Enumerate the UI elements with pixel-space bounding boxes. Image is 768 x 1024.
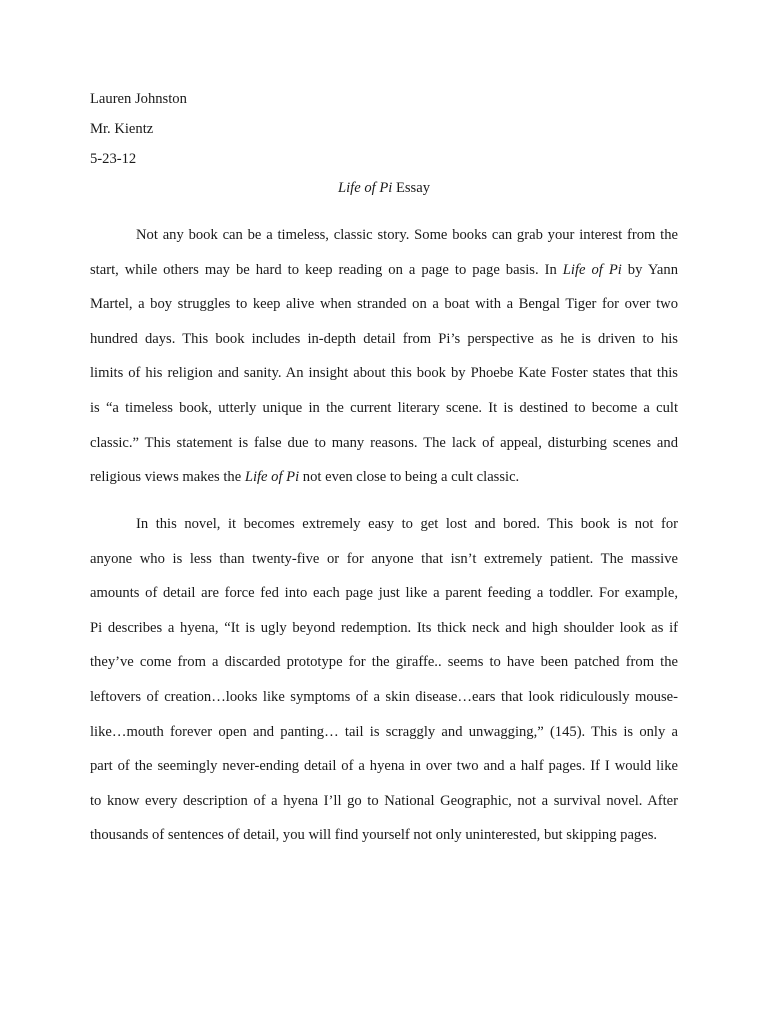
- text-segment: In this novel, it becomes extremely easy to get lost and bored. This book is not for: [136, 516, 678, 532]
- paragraph-line: [90, 399, 678, 434]
- text-segment: start, while others may be hard to keep reading on a page to page basis. In: [90, 261, 563, 278]
- text-segment: to know every description of a hyena I’ll go to National Geographic, not a survival novel. After: [90, 792, 678, 809]
- paragraph-line: [90, 434, 678, 469]
- text-segment: leftovers of creation…looks like symptoms of a skin disease…ears that look ridiculously mouse-: [90, 688, 678, 705]
- text-segment: not even close to being a cult classic.: [299, 469, 520, 486]
- paragraph-line: [90, 584, 678, 619]
- book-title: Life of Pi: [337, 180, 393, 196]
- paragraph-line: [90, 261, 678, 296]
- paragraph-line: [90, 653, 678, 688]
- text-segment: Not any book can be a timeless, classic story. Some books can grab your interest from the: [136, 227, 678, 243]
- paragraph-line: [90, 826, 678, 861]
- text-segment: Pi describes a hyena, “It is ugly beyond redemption. Its thick neck and high shoulder look as if: [90, 619, 678, 636]
- paragraph-line: [90, 757, 678, 792]
- text-segment: religious views makes the: [90, 469, 245, 486]
- book-title-inline: Life of Pi: [244, 469, 300, 486]
- paragraph-line: [90, 688, 678, 723]
- text-segment: like…mouth forever open and panting… tail is scraggly and unwagging,” (145). This is only a: [90, 723, 678, 740]
- text-segment: thousands of sentences of detail, you will find yourself not only uninterested, but skipping pages.: [90, 827, 658, 844]
- text-segment: Martel, a boy struggles to keep alive when stranded on a boat with a Bengal Tiger for over two: [90, 296, 678, 313]
- text-segment: classic.” This statement is false due to many reasons. The lack of appeal, disturbing scenes and: [90, 434, 678, 451]
- essay-date: 5-23-12: [90, 151, 137, 167]
- title-suffix: Essay: [392, 180, 431, 196]
- paragraph-line: [90, 550, 678, 585]
- paragraph-line: [90, 792, 678, 827]
- text-segment: hundred days. This book includes in-depth detail from Pi’s perspective as he is driven to his: [90, 330, 678, 347]
- paragraph-1: [90, 226, 678, 503]
- paragraph-line: [90, 515, 678, 550]
- text-segment: amounts of detail are force fed into each page just like a parent feeding a toddler. For example,: [90, 585, 678, 602]
- teacher-name: Mr. Kientz: [90, 121, 154, 137]
- text-segment: by Yann: [621, 261, 678, 278]
- paragraph-line: [90, 295, 678, 330]
- author-name: Lauren Johnston: [90, 91, 187, 107]
- text-segment: they’ve come from a discarded prototype for the giraffe.. seems to have been patched from the: [90, 654, 678, 671]
- paragraph-line: [90, 364, 678, 399]
- paragraph-2: [90, 515, 678, 861]
- essay-title: [0, 179, 768, 197]
- text-segment: part of the seemingly never-ending detail of a hyena in over two and a half pages. If I would like: [90, 758, 678, 775]
- paragraph-line: [90, 723, 678, 758]
- paragraph-line: [90, 468, 678, 503]
- book-title-inline: Life of Pi: [562, 261, 622, 278]
- paragraph-line: [90, 226, 678, 261]
- text-segment: anyone who is less than twenty-five or for anyone that isn’t extremely patient. The massive: [90, 550, 678, 567]
- paragraph-line: [90, 330, 678, 365]
- text-segment: limits of his religion and sanity. An insight about this book by Phoebe Kate Foster states that this: [90, 365, 678, 382]
- paragraph-line: [90, 619, 678, 654]
- text-segment: is “a timeless book, utterly unique in the current literary scene. It is destined to become a cult: [90, 399, 678, 416]
